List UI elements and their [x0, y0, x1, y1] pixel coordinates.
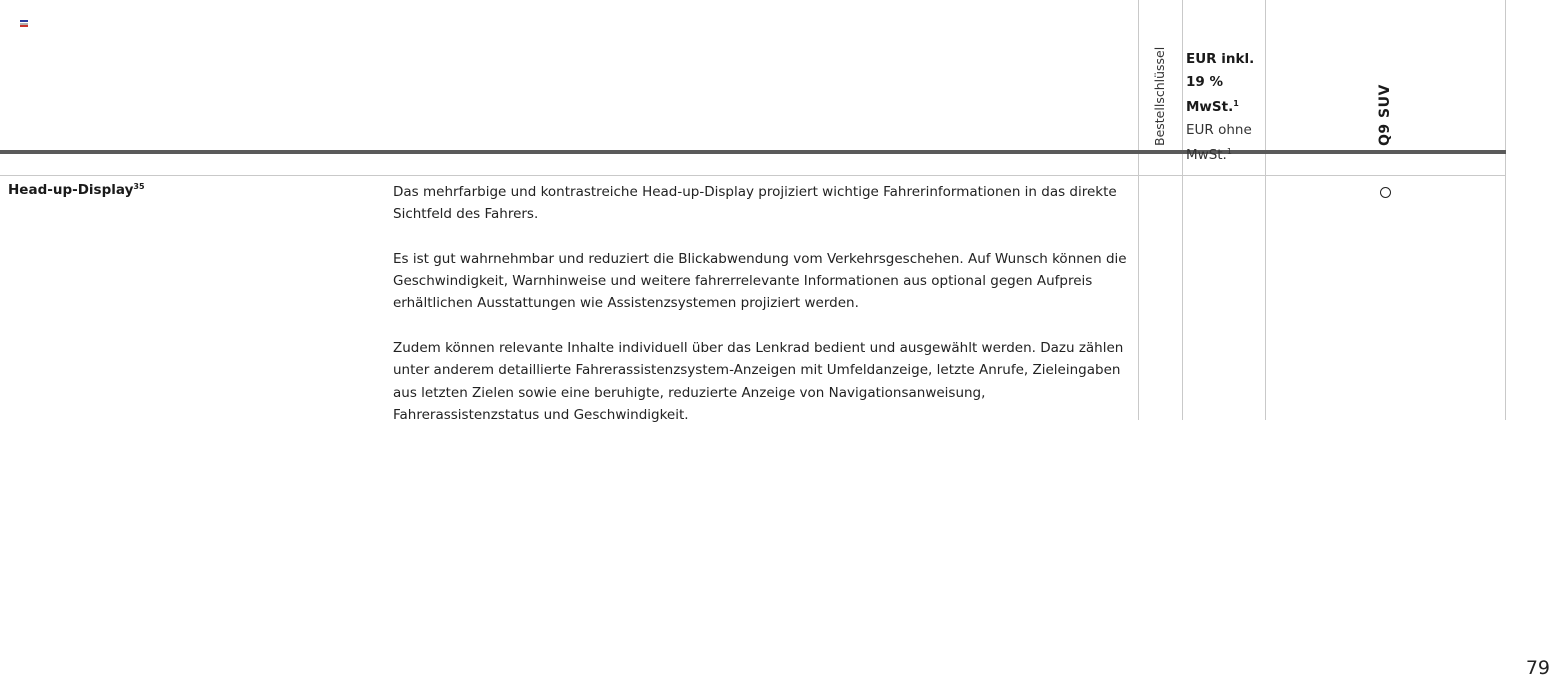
column-divider	[1505, 0, 1506, 420]
open-circle-icon	[1380, 187, 1391, 198]
row-divider	[0, 175, 1506, 176]
column-divider	[1138, 0, 1139, 420]
description-paragraph: Zudem können relevante Inhalte individuell über das Lenkrad bedient und ausgewählt werden. Dazu zählen unter anderem detaillierte Fahrerassistenzsystem-Anzeigen mit Umfeldanzeige, letzte Anrufe, Zieleingaben aus letzten Zielen sowie eine beruhigte, reduzierte Anzeige von Navigationsanweisung, Fahrerassistenzstatus und Geschwindigkeit.	[393, 340, 1124, 423]
column-divider	[1182, 0, 1183, 420]
feature-name: Head-up-Display$^{35}$	[8, 182, 145, 198]
language-flag-icon	[20, 20, 28, 27]
description-paragraph: Das mehrfarbige und kontrastreiche Head-up-Display projiziert wichtige Fahrerinformationen in das direkte Sichtfeld des Fahrers.	[393, 184, 1117, 223]
price-incl-header: EUR inkl. 19 % MwSt.$^1$	[1186, 51, 1255, 115]
order-key-header: Bestellschlüssel	[1152, 46, 1167, 146]
feature-footnote: 35	[133, 182, 145, 191]
description-paragraph: Es ist gut wahrnehmbar und reduziert die Blickabwendung vom Verkehrsgeschehen. Auf Wunsch können die Geschwindigkeit, Warnhinweise und weitere fahrerrelevante Informationen aus optional gegen Aufpreis erhältlichen Ausstattungen wie Assistenzsystemen projiziert werden.	[393, 250, 1127, 312]
page-number: 79	[1525, 657, 1550, 679]
price-header	[1186, 48, 1266, 167]
feature-description	[393, 181, 1135, 449]
header-rule	[0, 150, 1506, 154]
model-header: Q9 SUV	[1377, 84, 1393, 146]
price-excl-header: EUR ohne MwSt.$^1$	[1186, 121, 1252, 163]
